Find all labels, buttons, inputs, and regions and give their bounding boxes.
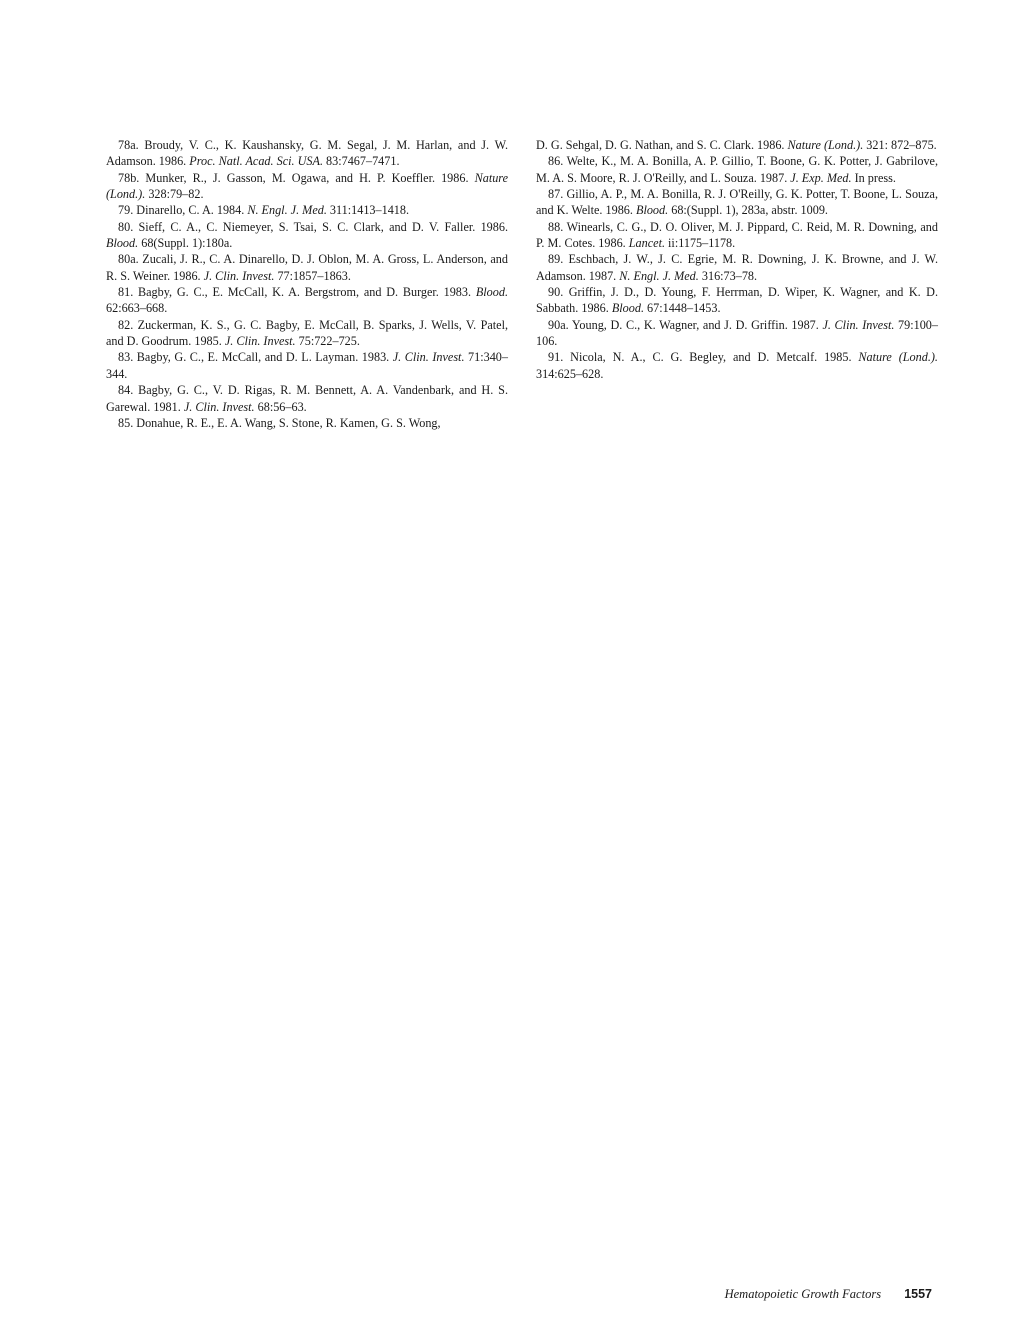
reference-journal: J. Clin. Invest.	[203, 268, 275, 283]
reference-journal: J. Clin. Invest.	[822, 317, 895, 332]
reference-citation: 321: 872–875.	[863, 138, 937, 152]
reference-entry	[536, 349, 938, 382]
reference-authors: 80a. Zucali, J. R., C. A. Dinarello, D. J. Oblon, M. A. Gross, L. Anderson, and R. S. Weiner. 1986.	[106, 252, 508, 283]
reference-citation: 311:1413–1418.	[326, 203, 410, 218]
reference-entry	[106, 349, 508, 382]
reference-journal: J. Exp. Med.	[790, 170, 852, 185]
reference-citation: 316:73–78.	[698, 268, 758, 283]
reference-authors: 83. Bagby, G. C., E. McCall, and D. L. Layman. 1983.	[118, 350, 393, 365]
reference-citation: ii:1175–1178.	[665, 236, 736, 251]
running-title: Hematopoietic Growth Factors	[724, 1287, 882, 1301]
reference-entry	[536, 137, 938, 153]
reference-authors: 85. Donahue, R. E., E. A. Wang, S. Stone, R. Kamen, G. S. Wong,	[118, 415, 441, 430]
reference-authors: 79. Dinarello, C. A. 1984.	[118, 203, 248, 218]
reference-journal: Lancet.	[628, 236, 665, 251]
reference-journal: Nature (Lond.).	[106, 170, 508, 202]
reference-authors: 82. Zuckerman, K. S., G. C. Bagby, E. McCall, B. Sparks, J. Wells, V. Patel, and D. Goodrum. 1985.	[106, 317, 508, 349]
reference-entry	[536, 219, 938, 252]
reference-citation: 68:56–63.	[254, 399, 307, 414]
reference-entry	[536, 284, 938, 317]
reference-entry	[106, 382, 508, 415]
reference-citation: 75:722–725.	[295, 334, 360, 349]
reference-citation: 68(Suppl. 1):180a.	[138, 236, 233, 251]
reference-journal: Blood.	[106, 236, 139, 251]
reference-entry	[536, 317, 938, 350]
references-right-column	[536, 137, 938, 382]
reference-entry	[106, 219, 508, 252]
reference-entry	[106, 137, 508, 170]
reference-entry	[106, 415, 508, 431]
reference-entry	[106, 170, 508, 203]
reference-entry	[536, 186, 938, 219]
reference-journal: N. Engl. J. Med.	[247, 203, 327, 218]
reference-citation: 71:340–344.	[106, 350, 508, 381]
reference-journal: J. Clin. Invest.	[183, 399, 255, 414]
reference-entry	[106, 202, 508, 218]
reference-entry	[536, 251, 938, 284]
reference-authors: 80. Sieff, C. A., C. Niemeyer, S. Tsai, S. C. Clark, and D. V. Faller. 1986.	[118, 219, 508, 234]
reference-citation: 68:(Suppl. 1), 283a, abstr. 1009.	[668, 203, 828, 218]
reference-journal: Nature (Lond.).	[858, 350, 938, 365]
reference-authors: 78a. Broudy, V. C., K. Kaushansky, G. M. Segal, J. M. Harlan, and J. W. Adamson. 1986.	[106, 138, 508, 169]
reference-authors: 91. Nicola, N. A., C. G. Begley, and D. Metcalf. 1985.	[548, 350, 859, 365]
reference-citation: 62:663–668.	[106, 301, 168, 316]
reference-citation: 67:1448–1453.	[644, 301, 721, 316]
reference-authors: 81. Bagby, G. C., E. McCall, K. A. Bergstrom, and D. Burger. 1983.	[118, 285, 476, 300]
reference-authors: 87. Gillio, A. P., M. A. Bonilla, R. J. O'Reilly, G. K. Potter, T. Boone, L. Souza, and K. Welte. 1986.	[536, 187, 938, 218]
reference-journal: Blood.	[475, 285, 508, 300]
reference-citation: 83:7467–7471.	[323, 154, 400, 169]
reference-journal: J. Clin. Invest.	[224, 334, 296, 349]
reference-journal: Nature (Lond.).	[787, 138, 864, 152]
reference-authors: 78b. Munker, R., J. Gasson, M. Ogawa, and H. P. Koeffler. 1986.	[118, 170, 475, 185]
references-left-column	[106, 137, 508, 431]
reference-citation: In press.	[851, 170, 896, 185]
reference-citation: 79:100–106.	[536, 317, 938, 349]
reference-authors: 90. Griffin, J. D., D. Young, F. Herrman, D. Wiper, K. Wagner, and K. D. Sabbath. 1986.	[536, 285, 938, 316]
reference-journal: J. Clin. Invest.	[392, 350, 465, 365]
reference-authors: 88. Winearls, C. G., D. O. Oliver, M. J. Pippard, C. Reid, M. R. Downing, and P. M. Cotes. 1986.	[536, 219, 938, 251]
reference-authors: 84. Bagby, G. C., V. D. Rigas, R. M. Bennett, A. A. Vandenbark, and H. S. Garewal. 1981.	[106, 383, 508, 414]
reference-citation: 314:625–628.	[536, 366, 604, 381]
reference-journal: N. Engl. J. Med.	[619, 268, 699, 283]
reference-citation: 328:79–82.	[145, 187, 204, 202]
page-footer	[725, 1287, 932, 1302]
reference-entry	[536, 153, 938, 186]
reference-entry	[106, 284, 508, 317]
reference-authors: 90a. Young, D. C., K. Wagner, and J. D. Griffin. 1987.	[548, 317, 823, 332]
reference-entry	[106, 251, 508, 284]
reference-entry	[106, 317, 508, 350]
reference-authors: D. G. Sehgal, D. G. Nathan, and S. C. Clark. 1986.	[536, 138, 788, 152]
reference-journal: Blood.	[611, 301, 644, 316]
reference-journal: Proc. Natl. Acad. Sci. USA.	[189, 154, 323, 169]
reference-authors: 89. Eschbach, J. W., J. C. Egrie, M. R. Downing, J. K. Browne, and J. W. Adamson. 1987.	[536, 252, 938, 283]
page-number: 1557	[904, 1287, 932, 1301]
reference-citation: 77:1857–1863.	[274, 268, 351, 283]
reference-authors: 86. Welte, K., M. A. Bonilla, A. P. Gillio, T. Boone, G. K. Potter, J. Gabrilove, M. A. S. Moore, R. J. O'Reilly, and L. Souza. 1987.	[536, 154, 938, 185]
reference-journal: Blood.	[636, 203, 669, 218]
